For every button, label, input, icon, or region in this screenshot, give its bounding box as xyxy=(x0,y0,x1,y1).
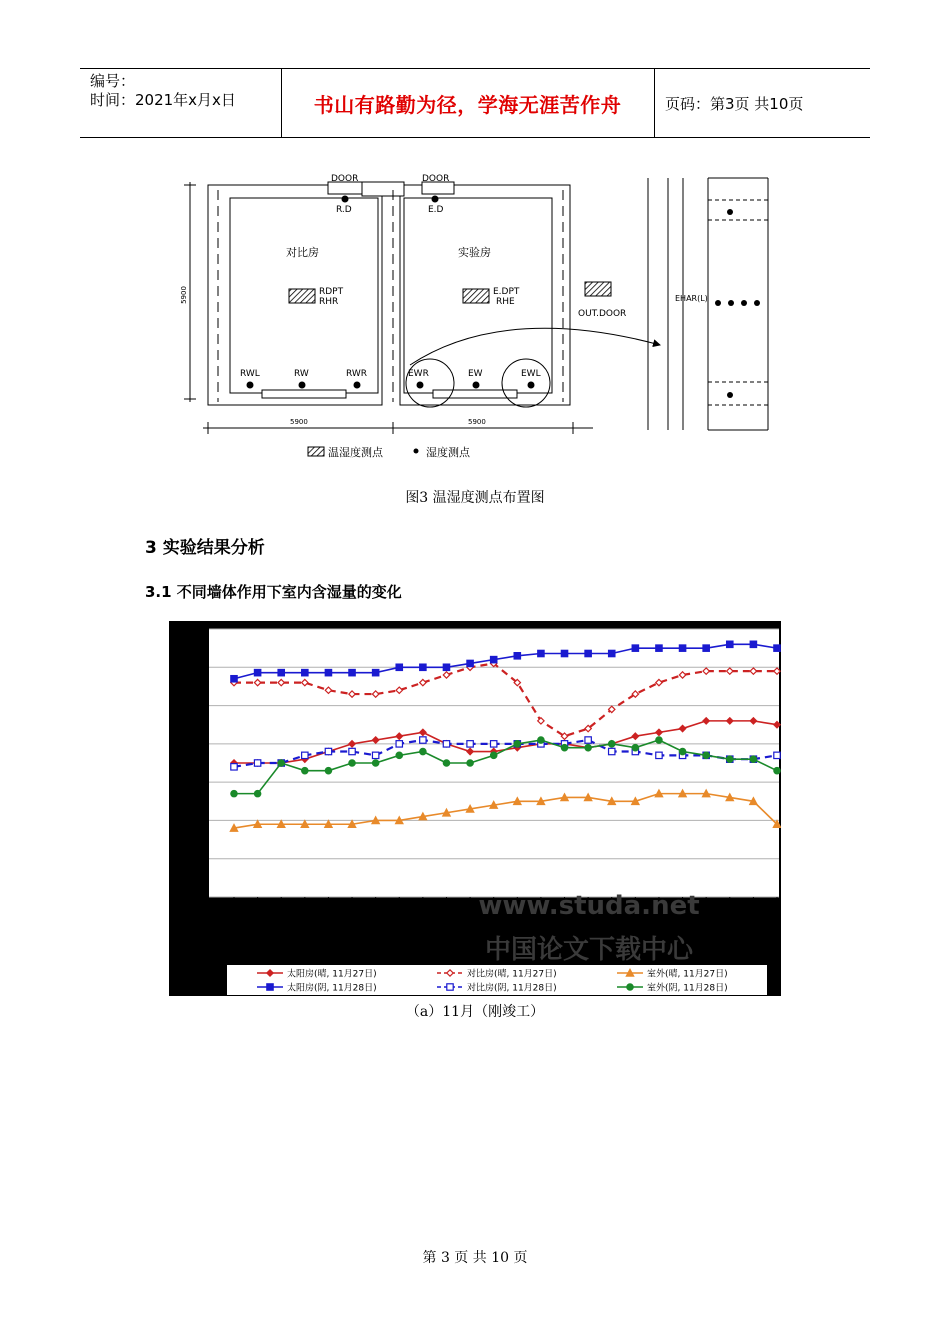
legend-label: 对比房(晴, 11月27日) xyxy=(467,969,557,980)
dim-left-label: 5900 xyxy=(290,418,308,426)
data-point xyxy=(538,737,544,743)
sensor-left-label-2: RHR xyxy=(319,297,339,307)
data-point xyxy=(467,660,473,666)
legend-hatch-label: 温湿度测点 xyxy=(328,446,383,459)
figure3-caption: 图3 温湿度测点布置图 xyxy=(405,490,545,506)
dot-rw xyxy=(299,382,306,389)
floor-plan-figure xyxy=(178,170,778,470)
data-point xyxy=(703,645,709,651)
data-point xyxy=(396,741,402,747)
sensor-box-outdoor xyxy=(585,282,611,296)
legend-dot-label: 湿度测点 xyxy=(426,446,470,459)
data-point xyxy=(396,664,402,670)
data-point xyxy=(231,790,237,796)
data-point xyxy=(656,737,662,743)
number-label: 编号： xyxy=(90,72,136,90)
detail-circle-ewr xyxy=(406,359,454,407)
data-point xyxy=(656,752,662,758)
sensor-right-label-1: E.DPT xyxy=(493,287,520,297)
date-label: 时间：2021年x月x日 xyxy=(90,91,236,109)
data-point xyxy=(267,984,273,990)
data-point xyxy=(420,664,426,670)
data-point xyxy=(490,741,496,747)
data-point xyxy=(774,645,780,651)
outdoor-label: OUT.DOOR xyxy=(578,309,627,319)
legend-hatch-swatch xyxy=(308,447,324,456)
rwr-label: RWR xyxy=(346,369,368,379)
dot-wall-1 xyxy=(727,209,733,215)
data-point xyxy=(443,760,449,766)
dot-wall-2 xyxy=(715,300,721,306)
data-point xyxy=(325,669,331,675)
door-left-label: DOOR xyxy=(331,174,359,184)
legend-label: 室外(阴, 11月28日) xyxy=(647,983,728,994)
dot-rwr xyxy=(354,382,361,389)
page-info: 页码：第3页 共10页 xyxy=(665,95,804,113)
data-point xyxy=(609,741,615,747)
dot-ewl xyxy=(528,382,535,389)
data-point xyxy=(443,741,449,747)
data-point xyxy=(627,984,633,990)
data-point xyxy=(561,744,567,750)
ewl-label: EWL xyxy=(521,369,541,379)
legend-label: 对比房(阴, 11月28日) xyxy=(467,983,557,994)
data-point xyxy=(254,669,260,675)
data-point xyxy=(727,756,733,762)
data-point xyxy=(325,767,331,773)
data-point xyxy=(656,645,662,651)
data-point xyxy=(774,752,780,758)
sensor-left-label-1: RDPT xyxy=(319,287,344,297)
data-point xyxy=(302,752,308,758)
data-point xyxy=(231,676,237,682)
dot-wall-5 xyxy=(754,300,760,306)
center-column xyxy=(362,182,404,196)
dot-wall-3 xyxy=(728,300,734,306)
data-point xyxy=(420,748,426,754)
data-point xyxy=(302,669,308,675)
ew-label: EW xyxy=(468,369,483,379)
footer-page-info: 第 3 页 共 10 页 xyxy=(422,1250,528,1266)
data-point xyxy=(609,748,615,754)
watermark-url: www.studa.net xyxy=(478,891,700,921)
data-point xyxy=(514,741,520,747)
data-point xyxy=(231,764,237,770)
rw-label: RW xyxy=(294,369,309,379)
data-point xyxy=(703,752,709,758)
legend-dot-swatch xyxy=(414,449,419,454)
dot-ed xyxy=(432,196,439,203)
data-point xyxy=(632,645,638,651)
data-point xyxy=(490,656,496,662)
room-right-label: 实验房 xyxy=(458,246,491,259)
sensor-box-left xyxy=(289,289,315,303)
data-point xyxy=(372,760,378,766)
data-point xyxy=(372,752,378,758)
data-point xyxy=(514,653,520,659)
room-left-label: 对比房 xyxy=(286,246,319,259)
humidity-chart xyxy=(169,621,781,996)
data-point xyxy=(585,744,591,750)
section-3-heading: 3 实验结果分析 xyxy=(145,538,265,558)
dim-vertical-label: 5900 xyxy=(180,286,188,304)
detail-circle-ewl xyxy=(502,359,550,407)
page-header xyxy=(80,68,870,138)
data-point xyxy=(349,760,355,766)
chart-svg xyxy=(169,621,781,996)
data-point xyxy=(561,650,567,656)
legend-label: 室外(晴, 11月27日) xyxy=(647,969,728,980)
data-point xyxy=(325,748,331,754)
header-page-cell xyxy=(655,69,870,137)
data-point xyxy=(727,641,733,647)
data-point xyxy=(585,650,591,656)
data-point xyxy=(538,650,544,656)
header-left-cell xyxy=(80,69,282,137)
data-point xyxy=(349,669,355,675)
ed-label: E.D xyxy=(428,205,444,215)
data-point xyxy=(447,984,453,990)
left-window xyxy=(262,390,346,398)
data-point xyxy=(609,650,615,656)
dot-ew xyxy=(473,382,480,389)
dot-wall-6 xyxy=(727,392,733,398)
data-point xyxy=(254,760,260,766)
header-motto-cell xyxy=(281,69,655,137)
data-point xyxy=(774,767,780,773)
plot-area xyxy=(209,629,779,897)
sensor-right-label-2: RHE xyxy=(496,297,515,307)
data-point xyxy=(490,752,496,758)
wall-label: EHAR(L) xyxy=(675,294,708,303)
data-point xyxy=(467,760,473,766)
chart-caption: （a）11月（刚竣工） xyxy=(405,1004,545,1020)
dot-ewr xyxy=(417,382,424,389)
ewr-label: EWR xyxy=(408,369,429,379)
data-point xyxy=(372,669,378,675)
page-footer xyxy=(0,1247,950,1267)
rd-label: R.D xyxy=(336,205,352,215)
data-point xyxy=(679,748,685,754)
data-point xyxy=(278,669,284,675)
data-point xyxy=(396,752,402,758)
data-point xyxy=(750,641,756,647)
detail-arrow xyxy=(410,328,660,365)
watermark-site: 中国论文下载中心 xyxy=(484,935,694,965)
data-point xyxy=(632,744,638,750)
data-point xyxy=(278,760,284,766)
motto: 书山有路勤为径，学海无涯苦作舟 xyxy=(313,93,622,117)
legend-label: 太阳房(阴, 11月28日) xyxy=(287,983,377,994)
dot-rd xyxy=(342,196,349,203)
dim-right-label: 5900 xyxy=(468,418,486,426)
data-point xyxy=(467,741,473,747)
data-point xyxy=(349,748,355,754)
data-point xyxy=(302,767,308,773)
rwl-label: RWL xyxy=(240,369,260,379)
dot-wall-4 xyxy=(741,300,747,306)
data-point xyxy=(420,737,426,743)
data-point xyxy=(585,737,591,743)
door-right-label: DOOR xyxy=(422,174,450,184)
data-point xyxy=(750,756,756,762)
section-3-1-heading: 3.1 不同墙体作用下室内含湿量的变化 xyxy=(145,583,402,601)
legend-label: 太阳房(晴, 11月27日) xyxy=(287,969,377,980)
sensor-box-right xyxy=(463,289,489,303)
data-point xyxy=(679,645,685,651)
data-point xyxy=(254,790,260,796)
dot-rwl xyxy=(247,382,254,389)
data-point xyxy=(443,664,449,670)
